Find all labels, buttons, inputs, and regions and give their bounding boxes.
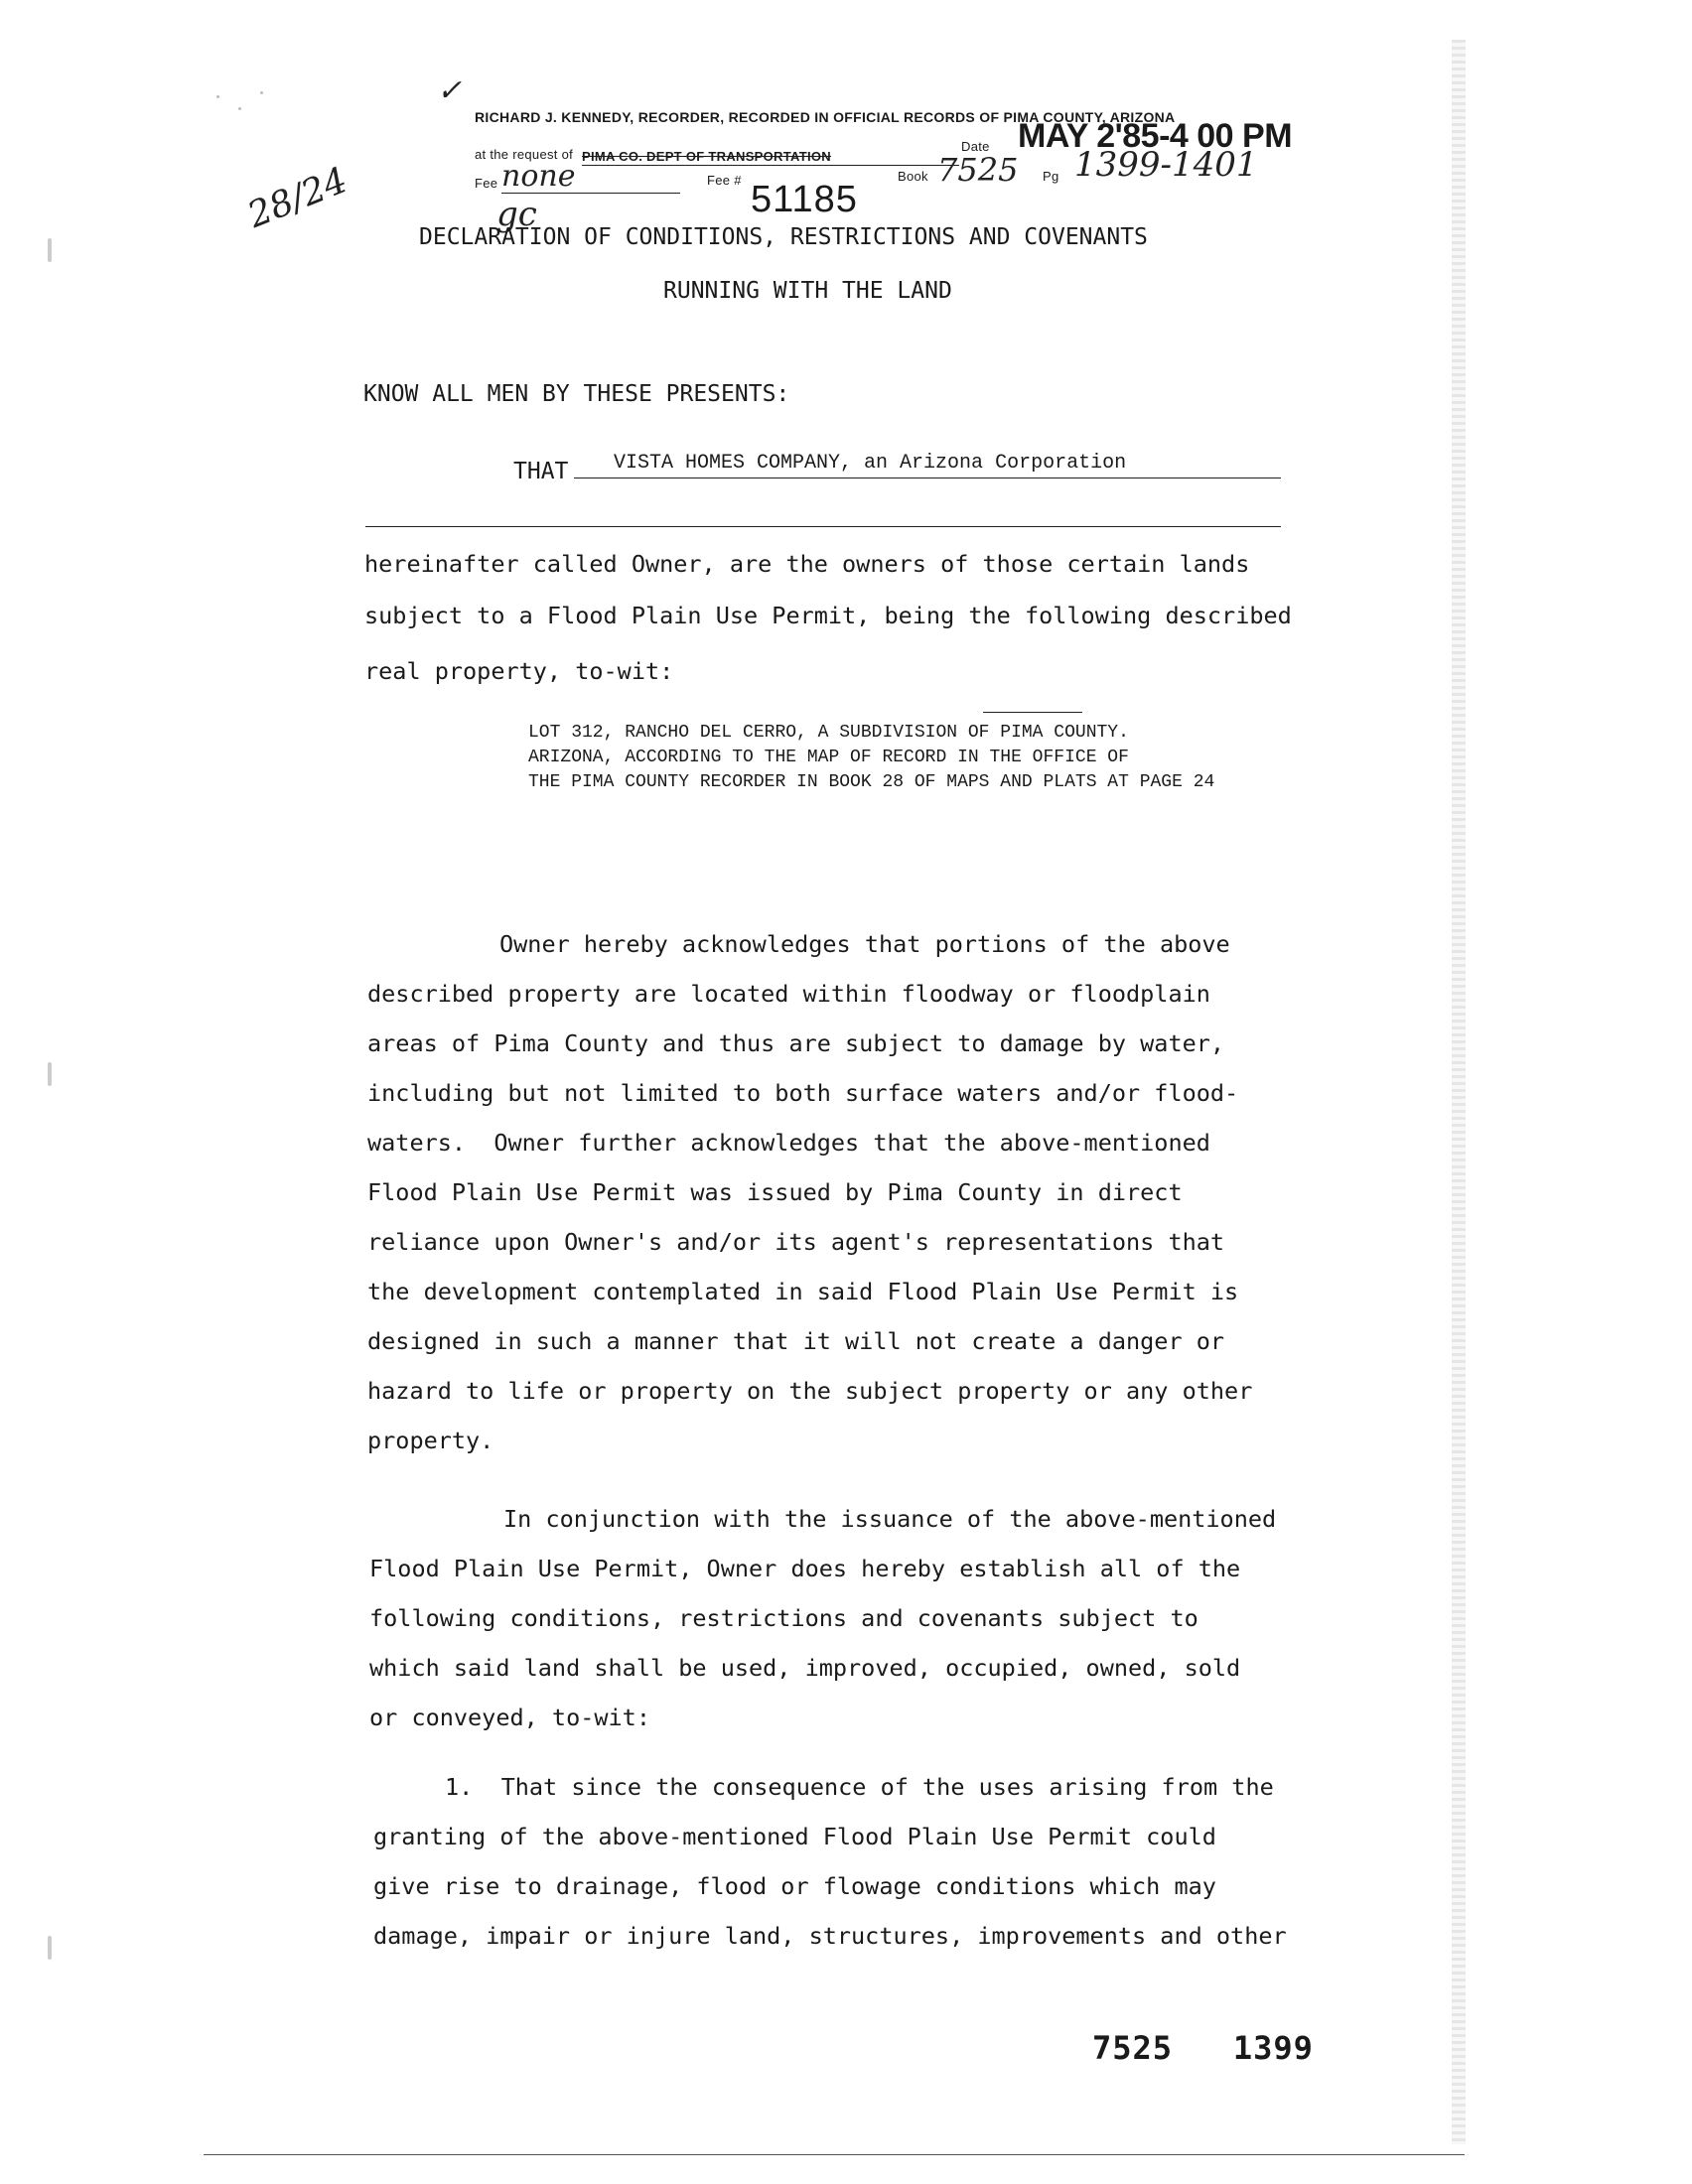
clerk-initials: gc <box>496 195 537 234</box>
paragraph-conjunction: In conjunction with the issuance of the above-mentioned Flood Plain Use Permit, Owner does hereby establish all of the following conditions, restrictions and covenants subject to which said land shall be used, improved, occupied, owned, sold or conveyed, to-wit: <box>369 1505 1277 1731</box>
scan-speck <box>238 107 241 110</box>
footer-book-page: 7525 1399 <box>1092 2029 1314 2067</box>
scan-bottom-edge <box>204 2154 1465 2155</box>
paragraph-owner: hereinafter called Owner, are the owners of those certain lands subject to a Flood Plain Use Permit, being the following described real property, to-wit: <box>364 550 1292 685</box>
scan-speck <box>216 95 219 98</box>
document-title-line1: DECLARATION OF CONDITIONS, RESTRICTIONS AND COVENANTS <box>419 224 1148 250</box>
fee-number-label: Fee # <box>707 173 742 188</box>
intro-heading: KNOW ALL MEN BY THESE PRESENTS: <box>363 381 790 407</box>
scan-mark <box>48 1936 52 1960</box>
page-label: Pg <box>1043 169 1059 184</box>
owner-continuation-line <box>365 526 1281 527</box>
fee-label: Fee <box>475 176 498 191</box>
legal-description: LOT 312, RANCHO DEL CERRO, A SUBDIVISION OF PIMA COUNTY. ARIZONA, ACCORDING TO THE MAP OF RECORD IN THE OFFICE OF THE PIMA COUNTY RECORDER IN BOOK 28 OF MAPS AND PLATS AT PAGE 24 <box>528 723 1215 792</box>
margin-note: 28/24 <box>242 160 353 237</box>
legal-rule <box>983 712 1082 713</box>
request-underline <box>582 165 959 166</box>
document-title-line2: RUNNING WITH THE LAND <box>663 278 952 304</box>
document-number: 51185 <box>751 179 858 220</box>
fee-value: none <box>501 159 576 194</box>
date-stamp: MAY 2'85-4 00 PM <box>1018 117 1293 155</box>
date-label: Date <box>961 139 990 154</box>
scan-edge <box>1452 40 1466 2144</box>
scan-mark <box>48 238 52 262</box>
that-label: THAT <box>513 459 569 484</box>
book-label: Book <box>898 169 928 184</box>
request-label: at the request of <box>475 147 574 162</box>
book-value: 7525 <box>937 151 1019 189</box>
request-value: PIMA CO. DEPT OF TRANSPORTATION <box>582 149 831 164</box>
fee-underline <box>501 193 680 194</box>
scan-speck <box>260 91 263 94</box>
paragraph-item-1: 1. That since the consequence of the uses arising from the granting of the above-mentioned Flood Plain Use Permit could give rise to drainage, flood or flowage conditions which may damage, impair or injure land, structures, improvements and other <box>373 1773 1287 1950</box>
paragraph-acknowledge: Owner hereby acknowledges that portions of the above described property are located within floodway or floodplain areas of Pima County and thus are subject to damage by water, including but not limited to both surface waters and/or flood- waters. Owner further acknowledges that the above-mentioned Flood Plain Use Permit was issued by Pima County in direct reliance upon Owner's and/or its agent's representations that the development contemplated in said Flood Plain Use Permit is designed in such a manner that it will not create a danger or hazard to life or property on the subject property or any other property. <box>367 930 1253 1454</box>
recorder-line: RICHARD J. KENNEDY, RECORDER, RECORDED IN OFFICIAL RECORDS OF PIMA COUNTY, ARIZONA <box>475 109 1176 125</box>
owner-name: VISTA HOMES COMPANY, an Arizona Corporation <box>614 452 1127 475</box>
check-mark: ✓ <box>437 73 463 108</box>
scan-mark <box>48 1062 52 1086</box>
page-value: 1399-1401 <box>1074 145 1258 185</box>
